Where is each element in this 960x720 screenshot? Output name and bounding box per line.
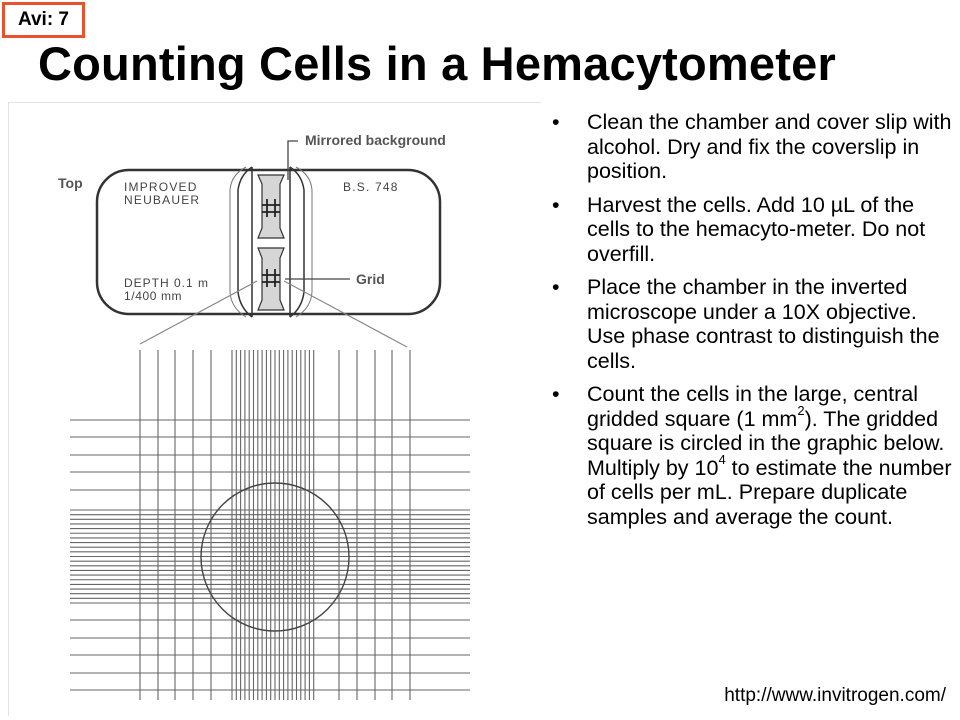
slide-number-badge: Avi: 7 — [2, 2, 85, 38]
slide-title: Counting Cells in a Hemacytometer — [38, 37, 836, 90]
depth-line2: 1/400 mm — [124, 289, 183, 303]
chamber-name-line1: IMPROVED — [124, 180, 198, 194]
grid-label: Grid — [356, 271, 385, 287]
enlarged-counting-grid — [70, 350, 470, 700]
mirrored-background-label: Mirrored background — [305, 132, 446, 148]
chamber-name-line2: NEUBAUER — [124, 193, 201, 207]
instruction-item: • Harvest the cells. Add 10 µL of the cells to the hemacyto-meter. Do not overfill. — [552, 192, 926, 266]
standard-label: B.S. 748 — [343, 180, 399, 194]
top-label: Top — [58, 175, 83, 191]
instruction-item: • Count the cells in the large, central gridded square (1 $mm^2$). The gridded square is circled in the graphic below. Multiply by $10^4$ to estimate the number of cells per mL. Prepare duplicate samples and average the count. — [552, 382, 952, 529]
depth-line1: DEPTH 0.1 m — [124, 276, 210, 290]
instruction-list — [550, 110, 955, 538]
instruction-item: • Place the chamber in the inverted microscope under a 10X objective. Use phase contrast to distinguish the cells. — [552, 275, 940, 373]
hemacytometer-diagram — [8, 102, 541, 716]
source-link[interactable]: http://www.invitrogen.com/ — [724, 685, 946, 706]
instruction-item: • Clean the chamber and cover slip with alcohol. Dry and fix the coverslip in position. — [552, 110, 952, 183]
